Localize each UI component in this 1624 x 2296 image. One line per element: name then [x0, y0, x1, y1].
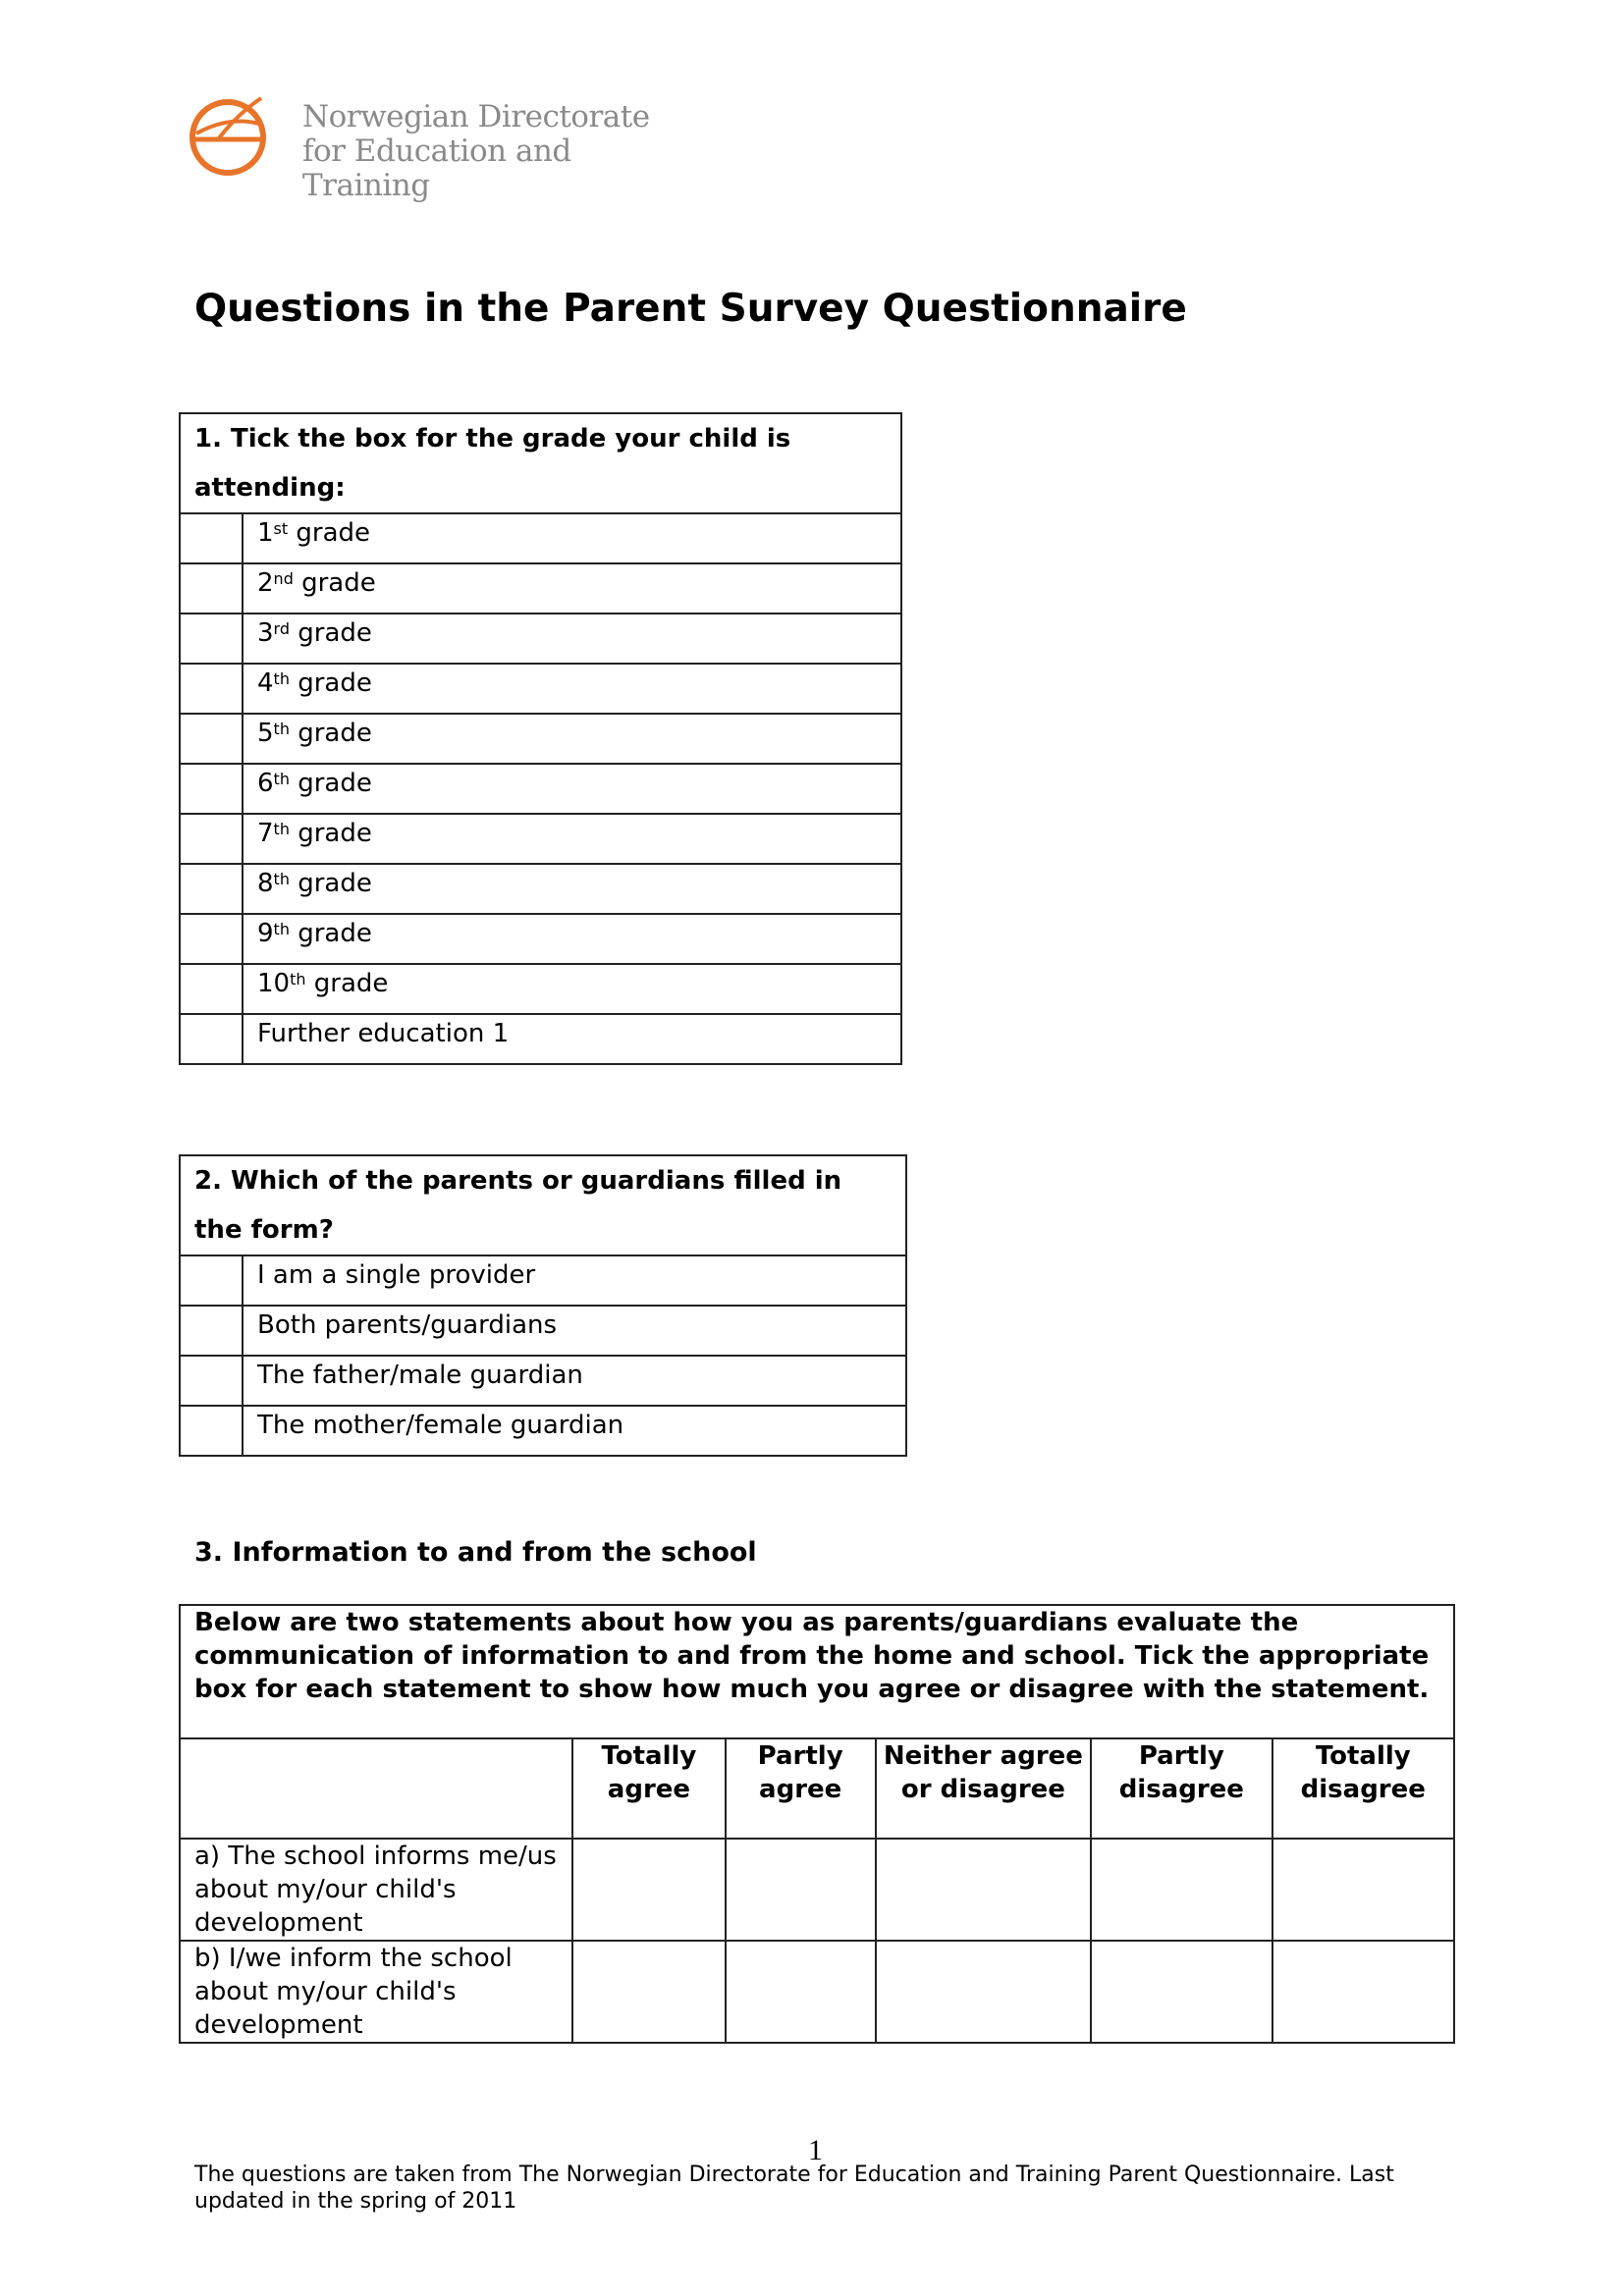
guardian-table [179, 1154, 907, 1457]
grade-text: grade [290, 618, 372, 648]
grade-number: 9 [257, 919, 274, 948]
grade-checkbox[interactable] [180, 664, 243, 714]
grade-text: grade [293, 568, 376, 598]
guardian-label: The father/male guardian [243, 1356, 906, 1406]
guardian-label: I am a single provider [243, 1255, 906, 1306]
question-3-intro: Below are two statements about how you as parents/guardians evaluate the communication of information to and from the home and school. Tick the appropriate box for each statement to show how much you agree or disagree with the statement. [180, 1605, 1454, 1738]
guardian-label: The mother/female guardian [243, 1406, 906, 1456]
blank-header-cell [180, 1738, 572, 1839]
grade-text: Further education 1 [257, 1019, 510, 1048]
grade-row [180, 964, 901, 1014]
grade-text: grade [289, 919, 372, 948]
answer-checkbox[interactable] [726, 1941, 876, 2043]
guardian-row [180, 1255, 906, 1306]
page-title: Questions in the Parent Survey Questionnaire [194, 287, 1187, 331]
grade-label [243, 614, 901, 664]
grade-row [180, 714, 901, 764]
grade-suffix: st [273, 519, 289, 538]
logo-line-2: for Education and Training [302, 133, 571, 203]
scale-column-header: Partly disagree [1091, 1738, 1272, 1839]
grade-row [180, 1014, 901, 1064]
footer-note: The questions are taken from The Norwegian Directorate for Education and Training Parent Questionnaire. Last updated in the spring of 2011 [194, 2163, 1394, 2214]
grade-label [243, 513, 901, 563]
statement-row [180, 1839, 1454, 1941]
logo-line-1: Norwegian Directorate [302, 99, 650, 134]
grade-label [243, 714, 901, 764]
grade-number: 6 [257, 769, 274, 798]
grade-label [243, 1014, 901, 1064]
grade-label [243, 864, 901, 914]
grade-suffix: th [273, 770, 290, 788]
grade-label [243, 964, 901, 1014]
grade-row [180, 864, 901, 914]
guardian-row [180, 1306, 906, 1356]
grade-number: 1 [257, 518, 274, 548]
grade-checkbox[interactable] [180, 1014, 243, 1064]
agreement-table [179, 1604, 1455, 2044]
grade-checkbox[interactable] [180, 914, 243, 964]
grade-number: 7 [257, 819, 274, 848]
grade-suffix: th [273, 920, 290, 938]
grade-suffix: th [290, 970, 306, 988]
grade-table [179, 412, 902, 1065]
statement-label: a) The school informs me/us about my/our child's development [180, 1839, 572, 1941]
grade-checkbox[interactable] [180, 614, 243, 664]
grade-row [180, 764, 901, 814]
grade-number: 8 [257, 869, 274, 898]
grade-suffix: th [273, 720, 290, 738]
scale-column-header: Totally disagree [1272, 1738, 1454, 1839]
grade-text: grade [288, 518, 371, 548]
grade-label [243, 563, 901, 614]
answer-checkbox[interactable] [876, 1839, 1091, 1941]
grade-label [243, 914, 901, 964]
grade-text: grade [289, 869, 372, 898]
scale-column-header: Totally agree [572, 1738, 725, 1839]
grade-text: grade [289, 668, 372, 698]
answer-checkbox[interactable] [572, 1941, 725, 2043]
grade-number: 3 [257, 618, 274, 648]
answer-checkbox[interactable] [572, 1839, 725, 1941]
guardian-label: Both parents/guardians [243, 1306, 906, 1356]
grade-label [243, 764, 901, 814]
grade-checkbox[interactable] [180, 764, 243, 814]
grade-row [180, 914, 901, 964]
question-1: 1. Tick the box for the grade your child is attending: [180, 413, 901, 513]
guardian-checkbox[interactable] [180, 1356, 243, 1406]
grade-label [243, 814, 901, 864]
guardian-row [180, 1356, 906, 1406]
grade-suffix: th [273, 669, 290, 688]
grade-checkbox[interactable] [180, 964, 243, 1014]
grade-text: grade [289, 719, 372, 748]
answer-checkbox[interactable] [876, 1941, 1091, 2043]
statement-label: b) I/we inform the school about my/our child's development [180, 1941, 572, 2043]
grade-row [180, 814, 901, 864]
grade-label [243, 664, 901, 714]
grade-suffix: th [273, 870, 290, 888]
question-3-heading: 3. Information to and from the school [194, 1537, 757, 1568]
grade-row [180, 513, 901, 563]
answer-checkbox[interactable] [1091, 1941, 1272, 2043]
guardian-checkbox[interactable] [180, 1255, 243, 1306]
answer-checkbox[interactable] [1272, 1839, 1454, 1941]
grade-row [180, 614, 901, 664]
grade-text: grade [289, 819, 372, 848]
grade-number: 10 [257, 969, 291, 998]
grade-checkbox[interactable] [180, 814, 243, 864]
guardian-checkbox[interactable] [180, 1406, 243, 1456]
grade-row [180, 563, 901, 614]
grade-suffix: th [273, 820, 290, 838]
grade-suffix: nd [273, 569, 294, 588]
page-number: 1 [808, 2134, 823, 2166]
grade-number: 4 [257, 668, 274, 698]
grade-text: grade [289, 769, 372, 798]
grade-checkbox[interactable] [180, 513, 243, 563]
guardian-checkbox[interactable] [180, 1306, 243, 1356]
scale-column-header: Neither agree or disagree [876, 1738, 1091, 1839]
answer-checkbox[interactable] [726, 1839, 876, 1941]
grade-number: 5 [257, 719, 274, 748]
grade-checkbox[interactable] [180, 864, 243, 914]
grade-text: grade [305, 969, 389, 998]
grade-checkbox[interactable] [180, 714, 243, 764]
grade-number: 2 [257, 568, 274, 598]
logo [189, 94, 699, 203]
grade-checkbox[interactable] [180, 563, 243, 614]
question-2: 2. Which of the parents or guardians filled in the form? [180, 1155, 906, 1255]
logo-globe-icon [189, 94, 273, 179]
grade-suffix: rd [273, 619, 290, 638]
answer-checkbox[interactable] [1272, 1941, 1454, 2043]
grade-row [180, 664, 901, 714]
answer-checkbox[interactable] [1091, 1839, 1272, 1941]
statement-row [180, 1941, 1454, 2043]
guardian-row [180, 1406, 906, 1456]
scale-column-header: Partly agree [726, 1738, 876, 1839]
